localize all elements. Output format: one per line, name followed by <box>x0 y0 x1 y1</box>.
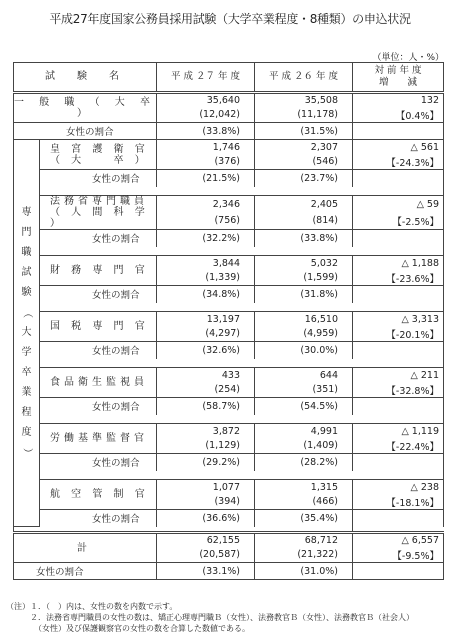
ratio-diff-empty <box>353 454 444 471</box>
unit-label: （単位：人・%） <box>372 53 444 63</box>
application-status-table <box>13 62 444 580</box>
women-ratio-label: 女性の割合 <box>14 563 157 580</box>
header-h27: 平 成 ２７ 年 度 <box>157 63 255 93</box>
exam-name-cell <box>14 533 157 563</box>
count-h26: 5,032 <box>255 256 353 271</box>
exam-count-row <box>14 480 444 495</box>
diff-percent: 【-20.1%】 <box>353 327 444 342</box>
ratio-h27: (58.7%) <box>157 398 255 415</box>
ratio-diff-empty <box>353 230 444 247</box>
diff-percent: 【0.4%】 <box>353 108 444 123</box>
ratio-diff-empty <box>353 170 444 187</box>
women-ratio-row <box>14 398 444 415</box>
spacer <box>40 359 444 368</box>
exam-name: 食品衛生監視員 <box>50 377 148 388</box>
ratio-h27: (36.6%) <box>157 510 255 527</box>
women-ratio-row <box>14 510 444 527</box>
ratio-diff-empty <box>353 398 444 415</box>
diff-count: △ 211 <box>353 368 444 383</box>
exam-name-cell <box>40 140 157 170</box>
ratio-h27: (34.8%) <box>157 286 255 303</box>
women-ratio-row <box>14 230 444 247</box>
ratio-h26: (23.7%) <box>255 170 353 187</box>
count-h27: 13,197 <box>157 312 255 327</box>
women-h27: (12,042) <box>157 108 255 123</box>
women-h27: (376) <box>157 155 255 170</box>
ratio-diff-empty <box>353 563 444 580</box>
diff-percent: 【-9.5%】 <box>353 548 444 563</box>
exam-name-cell <box>40 196 157 230</box>
women-h26: (11,178) <box>255 108 353 123</box>
ratio-h26: (28.2%) <box>255 454 353 471</box>
diff-count: △ 1,188 <box>353 256 444 271</box>
ratio-h27: (29.2%) <box>157 454 255 471</box>
exam-name-cell <box>40 256 157 286</box>
spacer <box>40 247 444 256</box>
ratio-h27: (32.2%) <box>157 230 255 247</box>
exam-count-row <box>14 368 444 383</box>
women-h26: (1,409) <box>255 439 353 454</box>
header-diff-line1: 対 前 年 度 <box>374 65 422 76</box>
senmon-label-char: ） <box>21 448 33 458</box>
women-h27: (20,587) <box>157 548 255 563</box>
women-h26: (546) <box>255 155 353 170</box>
diff-percent: 【-32.8%】 <box>353 383 444 398</box>
count-h26: 644 <box>255 368 353 383</box>
spacer-row <box>14 303 444 312</box>
women-ratio-label: 女性の割合 <box>40 170 157 187</box>
exam-count-row <box>14 312 444 327</box>
ratio-h27: (33.1%) <box>157 563 255 580</box>
diff-percent: 【-23.6%】 <box>353 271 444 286</box>
spacer <box>40 187 444 196</box>
women-h27: (1,129) <box>157 439 255 454</box>
senmon-vertical-label <box>14 140 40 527</box>
diff-count: △ 1,119 <box>353 424 444 439</box>
count-h27: 2,346 <box>157 196 255 213</box>
spacer-row <box>14 247 444 256</box>
exam-name: 皇 宮 護 衛 官 <box>50 143 149 155</box>
women-h27: (4,297) <box>157 327 255 342</box>
count-h26: 4,991 <box>255 424 353 439</box>
ratio-h26: (30.0%) <box>255 342 353 359</box>
women-h26: (1,599) <box>255 271 353 286</box>
exam-name-sub: （ 人 間 科 学 ） <box>50 207 149 229</box>
count-h27: 1,746 <box>157 140 255 155</box>
women-ratio-label: 女性の割合 <box>40 398 157 415</box>
senmon-label-char: 職 <box>21 247 32 258</box>
diff-percent: 【-18.1%】 <box>353 495 444 510</box>
count-h26: 16,510 <box>255 312 353 327</box>
count-h26: 2,307 <box>255 140 353 155</box>
exam-count-row <box>14 140 444 155</box>
count-h27: 62,155 <box>157 533 255 548</box>
diff-count: 132 <box>353 93 444 108</box>
ratio-diff-empty <box>353 286 444 303</box>
diff-count: △ 6,557 <box>353 533 444 548</box>
senmon-label-char: 験 <box>21 287 32 298</box>
page-title: 平成27年度国家公務員採用試験（大学卒業程度・8種類）の申込状況 <box>49 12 411 26</box>
exam-count-row <box>14 93 444 108</box>
count-h26: 2,405 <box>255 196 353 213</box>
spacer-row <box>14 187 444 196</box>
spacer-row <box>14 471 444 480</box>
count-h27: 35,640 <box>157 93 255 108</box>
note-2: ２．法務省専門職員の女性の数は、矯正心理専門職Ｂ（女性）、法務教官Ｂ（女性）、法務教官Ｂ（社会人） <box>6 613 414 622</box>
women-h26: (814) <box>255 213 353 230</box>
ratio-h26: (54.5%) <box>255 398 353 415</box>
count-h27: 1,077 <box>157 480 255 495</box>
note-3: （女性）及び保護観察官の女性の数を合算した数値である。 <box>6 624 250 633</box>
count-h27: 3,872 <box>157 424 255 439</box>
count-h26: 1,315 <box>255 480 353 495</box>
header-row <box>14 63 444 93</box>
ratio-diff-empty <box>353 123 444 140</box>
spacer <box>40 415 444 424</box>
senmon-label-char: 卒 <box>21 367 32 378</box>
senmon-label-char: 専 <box>21 207 32 218</box>
women-ratio-row <box>14 342 444 359</box>
ratio-h26: (31.0%) <box>255 563 353 580</box>
exam-name-sub: （ 大 卒 ） <box>50 154 149 166</box>
exam-name-cell <box>40 424 157 454</box>
senmon-label-char: 試 <box>21 267 32 278</box>
senmon-label-char: 学 <box>21 347 32 358</box>
senmon-label-char: 業 <box>21 387 32 398</box>
senmon-label-char: （ <box>21 308 33 318</box>
header-h26: 平 成 ２６ 年 度 <box>255 63 353 93</box>
ratio-h27: (32.6%) <box>157 342 255 359</box>
women-ratio-row <box>14 286 444 303</box>
exam-name: 財 務 専 門 官 <box>50 265 149 276</box>
women-ratio-row <box>14 170 444 187</box>
exam-name-cell <box>14 93 157 123</box>
women-ratio-row <box>14 454 444 471</box>
spacer-row <box>14 415 444 424</box>
spacer <box>40 471 444 480</box>
exam-name: 労働基準監督官 <box>50 433 148 444</box>
senmon-label-char: 程 <box>21 407 32 418</box>
exam-name: 航 空 管 制 官 <box>50 489 149 500</box>
exam-name: 法務省専門職員 <box>50 196 148 207</box>
ratio-h26: (35.4%) <box>255 510 353 527</box>
women-ratio-label: 女性の割合 <box>40 230 157 247</box>
header-exam: 試 験 名 <box>14 63 157 93</box>
ratio-diff-empty <box>353 342 444 359</box>
women-h26: (21,322) <box>255 548 353 563</box>
women-ratio-label: 女性の割合 <box>40 342 157 359</box>
count-h26: 68,712 <box>255 533 353 548</box>
exam-count-row <box>14 256 444 271</box>
ratio-diff-empty <box>353 510 444 527</box>
women-h27: (756) <box>157 213 255 230</box>
spacer-row <box>14 359 444 368</box>
women-ratio-label: 女性の割合 <box>14 123 157 140</box>
exam-name-cell <box>40 312 157 342</box>
diff-percent: 【-22.4%】 <box>353 439 444 454</box>
women-ratio-label: 女性の割合 <box>40 286 157 303</box>
diff-count: △ 59 <box>353 196 444 213</box>
women-h27: (394) <box>157 495 255 510</box>
senmon-label-char: 門 <box>21 227 32 238</box>
women-h26: (466) <box>255 495 353 510</box>
spacer <box>40 303 444 312</box>
count-h27: 3,844 <box>157 256 255 271</box>
exam-count-row <box>14 533 444 548</box>
note-1: （注）１．（ ）内は、女性の数を内数で示す。 <box>6 602 178 611</box>
exam-count-row <box>14 424 444 439</box>
diff-count: △ 561 <box>353 140 444 155</box>
diff-count: △ 238 <box>353 480 444 495</box>
exam-name-cell <box>40 480 157 510</box>
women-ratio-row <box>14 563 444 580</box>
women-h26: (351) <box>255 383 353 398</box>
women-h27: (1,339) <box>157 271 255 286</box>
senmon-label-char: 度 <box>21 427 32 438</box>
ratio-h26: (31.5%) <box>255 123 353 140</box>
ratio-h26: (33.8%) <box>255 230 353 247</box>
ratio-h26: (31.8%) <box>255 286 353 303</box>
women-h27: (254) <box>157 383 255 398</box>
senmon-label-char: 大 <box>21 327 32 338</box>
women-h26: (4,959) <box>255 327 353 342</box>
notes <box>6 601 458 634</box>
ratio-h27: (33.8%) <box>157 123 255 140</box>
diff-count: △ 3,313 <box>353 312 444 327</box>
count-h27: 433 <box>157 368 255 383</box>
header-diff-line2: 増 減 <box>378 77 417 88</box>
diff-percent: 【-2.5%】 <box>353 213 444 230</box>
exam-count-row <box>14 196 444 213</box>
diff-percent: 【-24.3%】 <box>353 155 444 170</box>
exam-name: 計 <box>77 542 93 554</box>
header-diff <box>353 63 444 93</box>
ratio-h27: (21.5%) <box>157 170 255 187</box>
women-ratio-row <box>14 123 444 140</box>
exam-name-cell <box>40 368 157 398</box>
women-ratio-label: 女性の割合 <box>40 454 157 471</box>
count-h26: 35,508 <box>255 93 353 108</box>
exam-name: 一 般 職 （ 大 卒 ） <box>14 97 156 119</box>
women-ratio-label: 女性の割合 <box>40 510 157 527</box>
exam-name: 国 税 専 門 官 <box>50 321 149 332</box>
